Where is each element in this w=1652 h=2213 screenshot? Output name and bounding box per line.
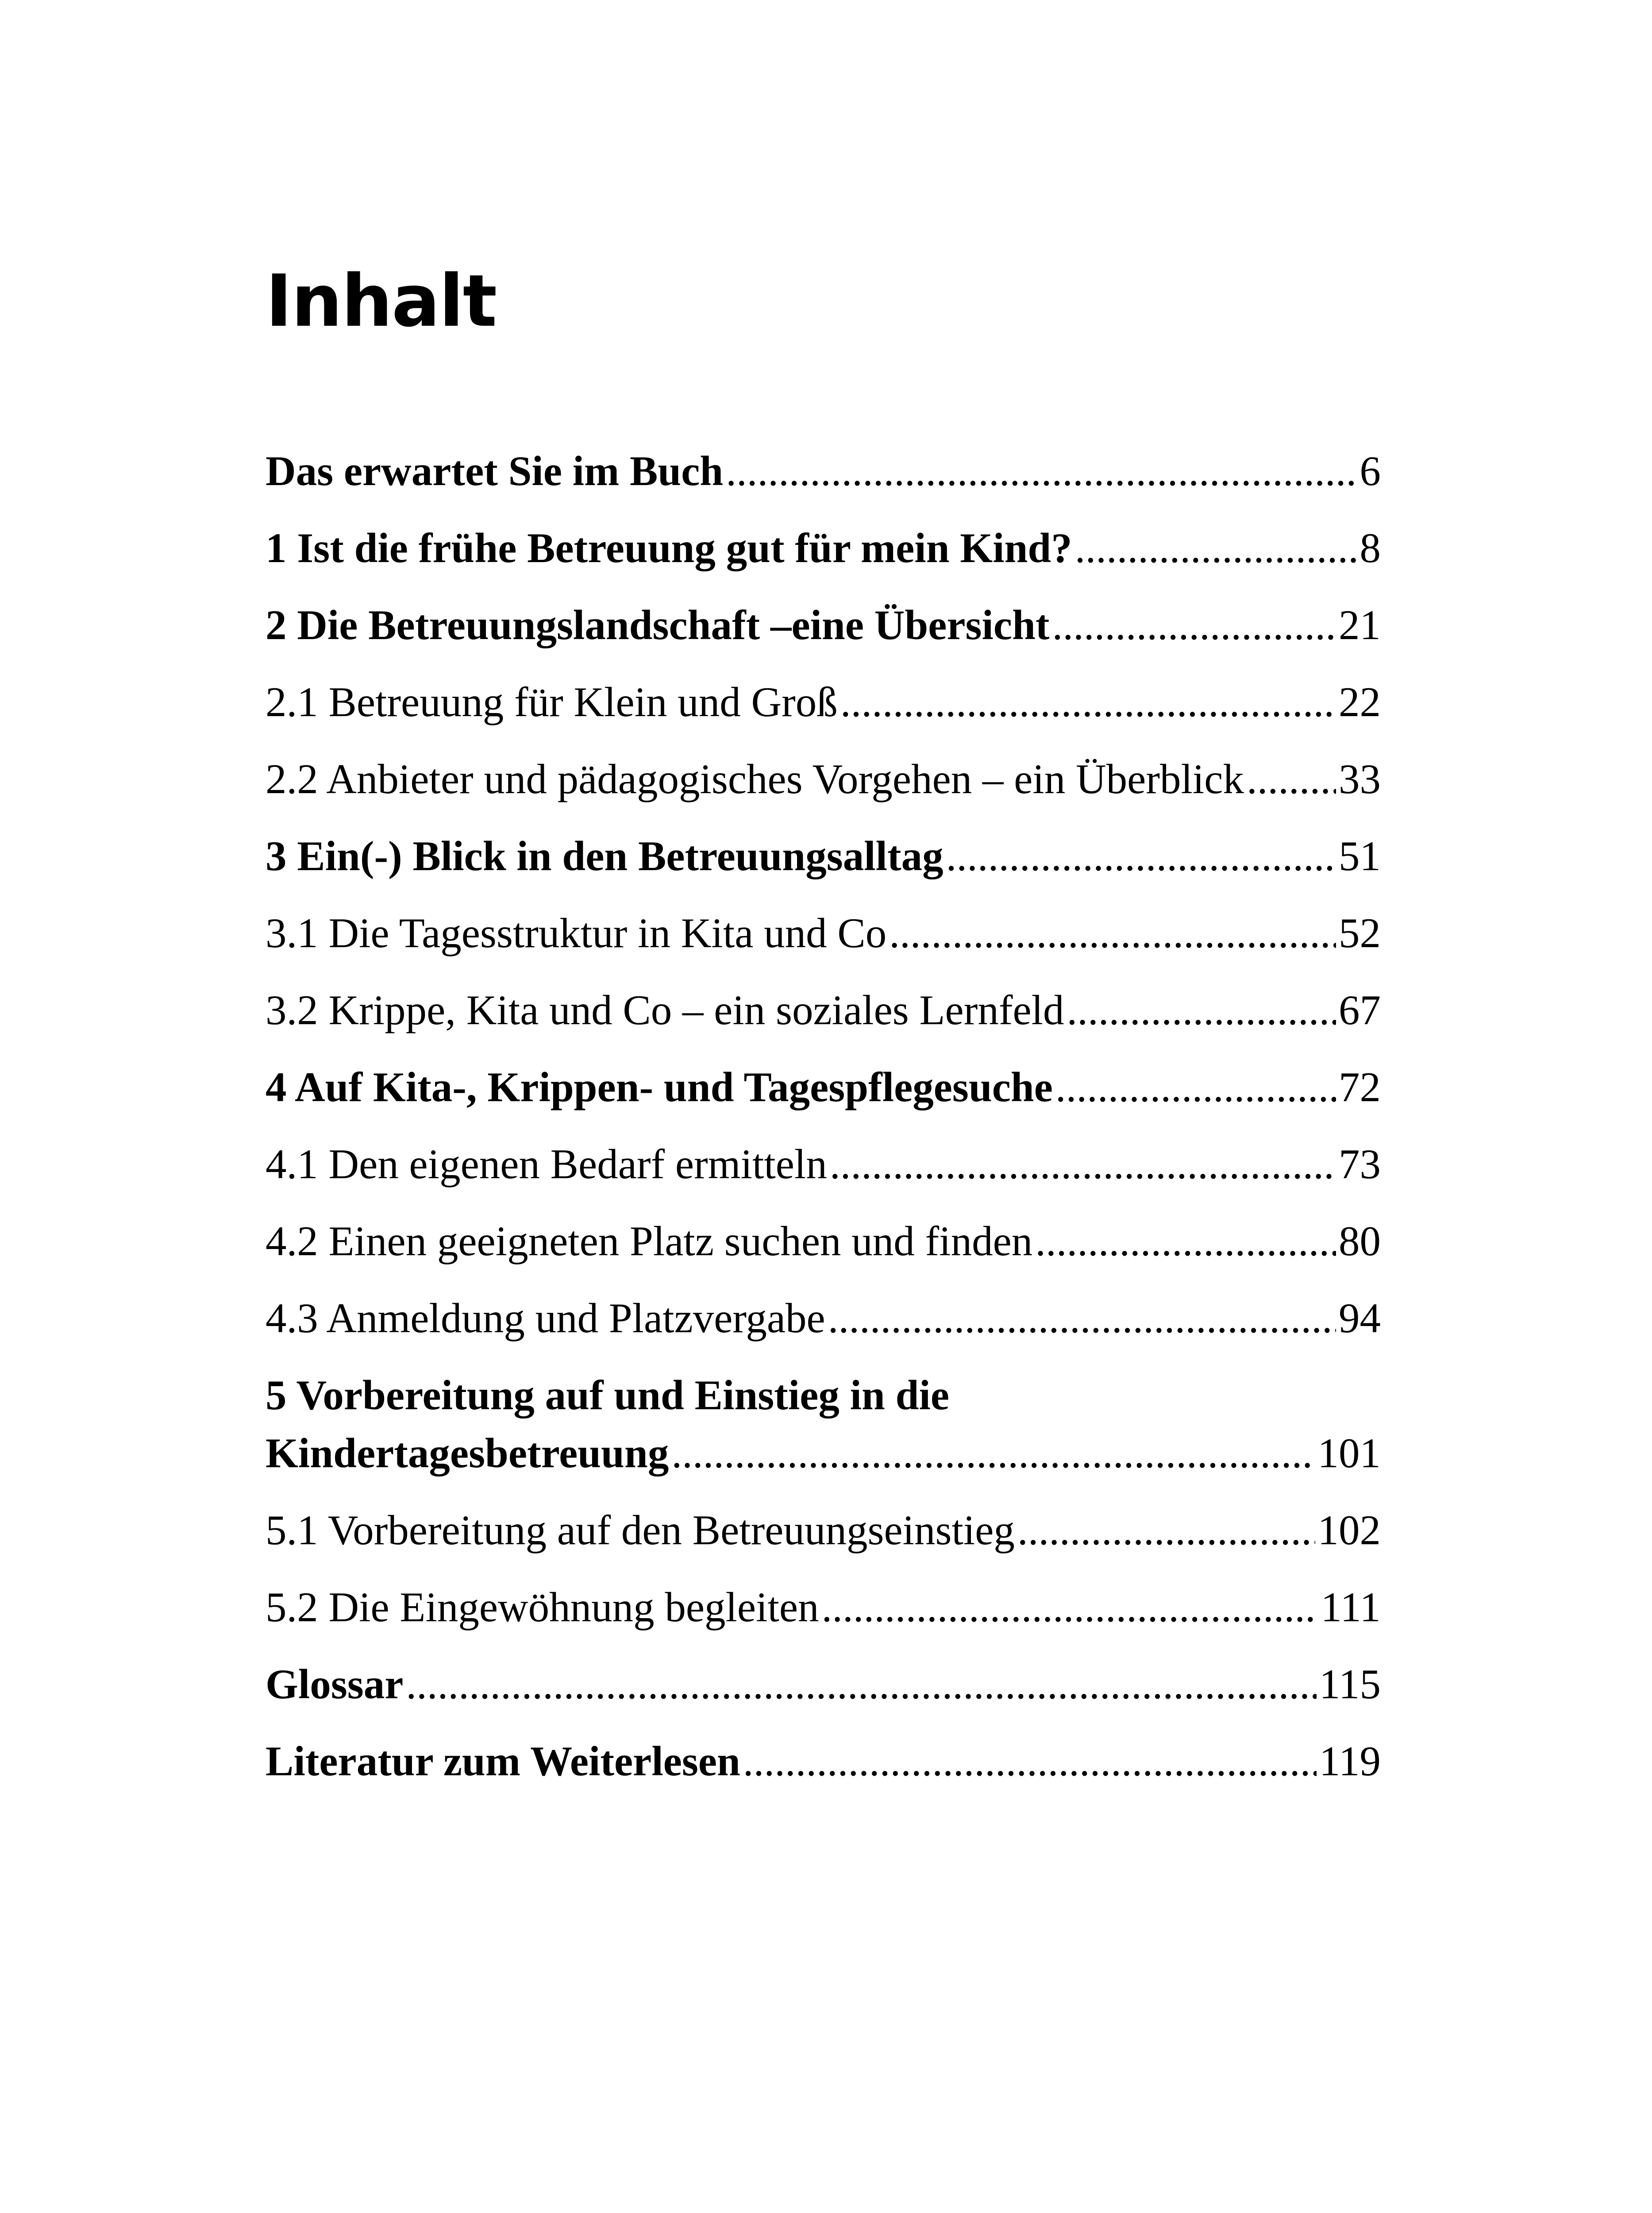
dot-leader — [671, 1427, 1315, 1479]
table-of-contents — [266, 445, 1381, 1812]
toc-page-number: 72 — [1339, 1064, 1381, 1110]
toc-entry-label: 4 Auf Kita-, Krippen- und Tagespflegesuche — [266, 1064, 1053, 1110]
toc-entry-chapter-4[interactable] — [266, 1061, 1381, 1138]
toc-entry-label: 3 Ein(-) Blick in den Betreuungsalltag — [266, 833, 943, 879]
toc-entry-section-4-2[interactable] — [266, 1215, 1381, 1292]
toc-page-number: 119 — [1319, 1738, 1381, 1785]
toc-entry-section-2-1[interactable] — [266, 676, 1381, 753]
dot-leader — [1067, 984, 1336, 1036]
toc-page-number: 8 — [1359, 524, 1381, 571]
toc-entry-label: Literatur zum Weiterlesen — [266, 1738, 740, 1785]
toc-page-number: 111 — [1321, 1584, 1381, 1631]
toc-entry-label: Das erwartet Sie im Buch — [266, 447, 724, 494]
dot-leader — [1052, 599, 1336, 651]
toc-entry-label: 4.2 Einen geeigneten Platz suchen und finden — [266, 1218, 1033, 1265]
toc-page-number: 101 — [1317, 1430, 1381, 1477]
toc-page-number: 115 — [1319, 1661, 1381, 1708]
toc-entry-chapter-1[interactable] — [266, 522, 1381, 599]
dot-leader — [889, 907, 1336, 959]
toc-entry-chapter-5[interactable] — [266, 1369, 1381, 1504]
toc-entry-section-5-2[interactable] — [266, 1581, 1381, 1658]
toc-entry-literatur[interactable] — [266, 1735, 1381, 1812]
toc-page-number: 52 — [1339, 910, 1381, 956]
toc-entry-section-2-2[interactable] — [266, 753, 1381, 830]
dot-leader — [946, 830, 1336, 882]
toc-entry-label: 1 Ist die frühe Betreuung gut für mein Kind? — [266, 524, 1072, 571]
dot-leader — [1247, 753, 1336, 805]
dot-leader — [1017, 1504, 1315, 1556]
toc-entry-section-3-2[interactable] — [266, 984, 1381, 1061]
toc-page-number: 94 — [1339, 1295, 1381, 1342]
dot-leader — [1075, 522, 1357, 574]
dot-leader — [828, 1292, 1336, 1344]
toc-entry-label: 5.1 Vorbereitung auf den Betreuungseinstieg — [266, 1507, 1015, 1554]
dot-leader — [840, 676, 1336, 728]
toc-entry-chapter-2[interactable] — [266, 599, 1381, 676]
toc-entry-label: 5.2 Die Eingewöhnung begleiten — [266, 1584, 819, 1631]
dot-leader — [1055, 1061, 1336, 1113]
toc-page-number: 73 — [1339, 1141, 1381, 1187]
toc-entry-label-line2: Kindertagesbetreuung — [266, 1430, 669, 1477]
toc-entry-label: Glossar — [266, 1661, 404, 1708]
dot-leader — [406, 1658, 1317, 1710]
toc-page-number: 51 — [1339, 833, 1381, 879]
toc-entry-second-line — [266, 1427, 1381, 1479]
dot-leader — [726, 445, 1357, 497]
toc-entry-label: 2.1 Betreuung für Klein und Groß — [266, 679, 838, 725]
toc-entry-label: 4.1 Den eigenen Bedarf ermitteln — [266, 1141, 827, 1187]
toc-entry-label: 3.1 Die Tagesstruktur in Kita und Co — [266, 910, 887, 956]
page-title: Inhalt — [266, 260, 497, 343]
dot-leader — [743, 1735, 1317, 1787]
toc-page-number: 6 — [1359, 447, 1381, 494]
dot-leader — [1035, 1215, 1336, 1267]
toc-entry-label: 2 Die Betreuungslandschaft –eine Übersicht — [266, 601, 1050, 648]
toc-entry-label-line1: 5 Vorbereitung auf und Einstieg in die — [266, 1372, 950, 1419]
toc-entry-label: 2.2 Anbieter und pädagogisches Vorgehen – ein Überblick — [266, 756, 1244, 802]
toc-entry-section-3-1[interactable] — [266, 907, 1381, 984]
toc-page-number: 21 — [1339, 601, 1381, 648]
toc-entry-das-erwartet-sie-im-buch[interactable] — [266, 445, 1381, 522]
toc-entry-section-4-1[interactable] — [266, 1138, 1381, 1215]
dot-leader — [822, 1581, 1318, 1633]
toc-entry-label: 4.3 Anmeldung und Platzvergabe — [266, 1295, 825, 1342]
toc-page-number: 102 — [1317, 1507, 1381, 1554]
toc-entry-glossar[interactable] — [266, 1658, 1381, 1735]
toc-page-number: 67 — [1339, 987, 1381, 1033]
toc-entry-label: 3.2 Krippe, Kita und Co – ein soziales Lernfeld — [266, 987, 1064, 1033]
toc-entry-chapter-3[interactable] — [266, 830, 1381, 907]
toc-page-number: 80 — [1339, 1218, 1381, 1265]
toc-entry-section-4-3[interactable] — [266, 1292, 1381, 1369]
toc-entry-section-5-1[interactable] — [266, 1504, 1381, 1581]
toc-page-number: 33 — [1339, 756, 1381, 802]
toc-page-number: 22 — [1339, 679, 1381, 725]
dot-leader — [830, 1138, 1336, 1190]
